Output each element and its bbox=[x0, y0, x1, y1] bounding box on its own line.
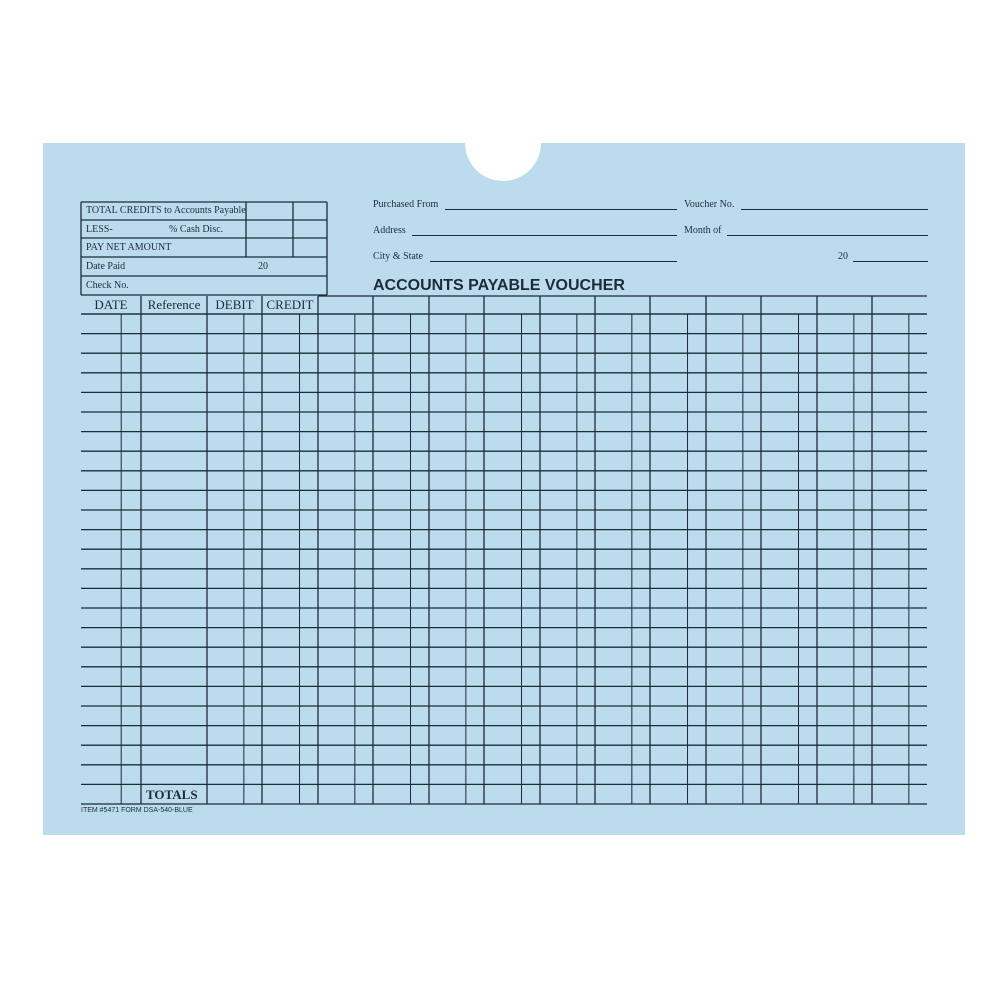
month-of-field[interactable] bbox=[727, 235, 928, 236]
city-state-field[interactable] bbox=[430, 261, 677, 262]
cash-disc-label: % Cash Disc. bbox=[169, 224, 224, 235]
city-state-label: City & State bbox=[373, 251, 423, 262]
year-label: 20 bbox=[838, 251, 848, 262]
date-paid-year: 20 bbox=[258, 261, 268, 272]
column-header-reference: Reference bbox=[147, 297, 201, 312]
form-title: ACCOUNTS PAYABLE VOUCHER bbox=[373, 277, 625, 294]
pay-net-label: PAY NET AMOUNT bbox=[86, 242, 172, 253]
totals-label: TOTALS bbox=[146, 787, 198, 802]
column-header-credit: CREDIT bbox=[266, 297, 314, 312]
voucher-no-label: Voucher No. bbox=[684, 199, 735, 210]
address-field[interactable] bbox=[412, 235, 677, 236]
voucher-no-field[interactable] bbox=[741, 209, 928, 210]
year-field[interactable] bbox=[853, 261, 928, 262]
address-label: Address bbox=[373, 225, 406, 236]
less-label: LESS- bbox=[86, 224, 113, 235]
purchased-from-field[interactable] bbox=[445, 209, 677, 210]
total-credits-label: TOTAL CREDITS to Accounts Payable bbox=[86, 205, 246, 216]
date-paid-label: Date Paid bbox=[86, 261, 126, 272]
check-no-label: Check No. bbox=[86, 280, 129, 291]
month-of-label: Month of bbox=[684, 225, 722, 236]
column-header-date: DATE bbox=[94, 297, 128, 312]
purchased-from-label: Purchased From bbox=[373, 199, 439, 210]
form-footer: ITEM #5471 FORM DSA-540-BLUE bbox=[81, 807, 193, 814]
column-header-debit: DEBIT bbox=[215, 297, 254, 312]
